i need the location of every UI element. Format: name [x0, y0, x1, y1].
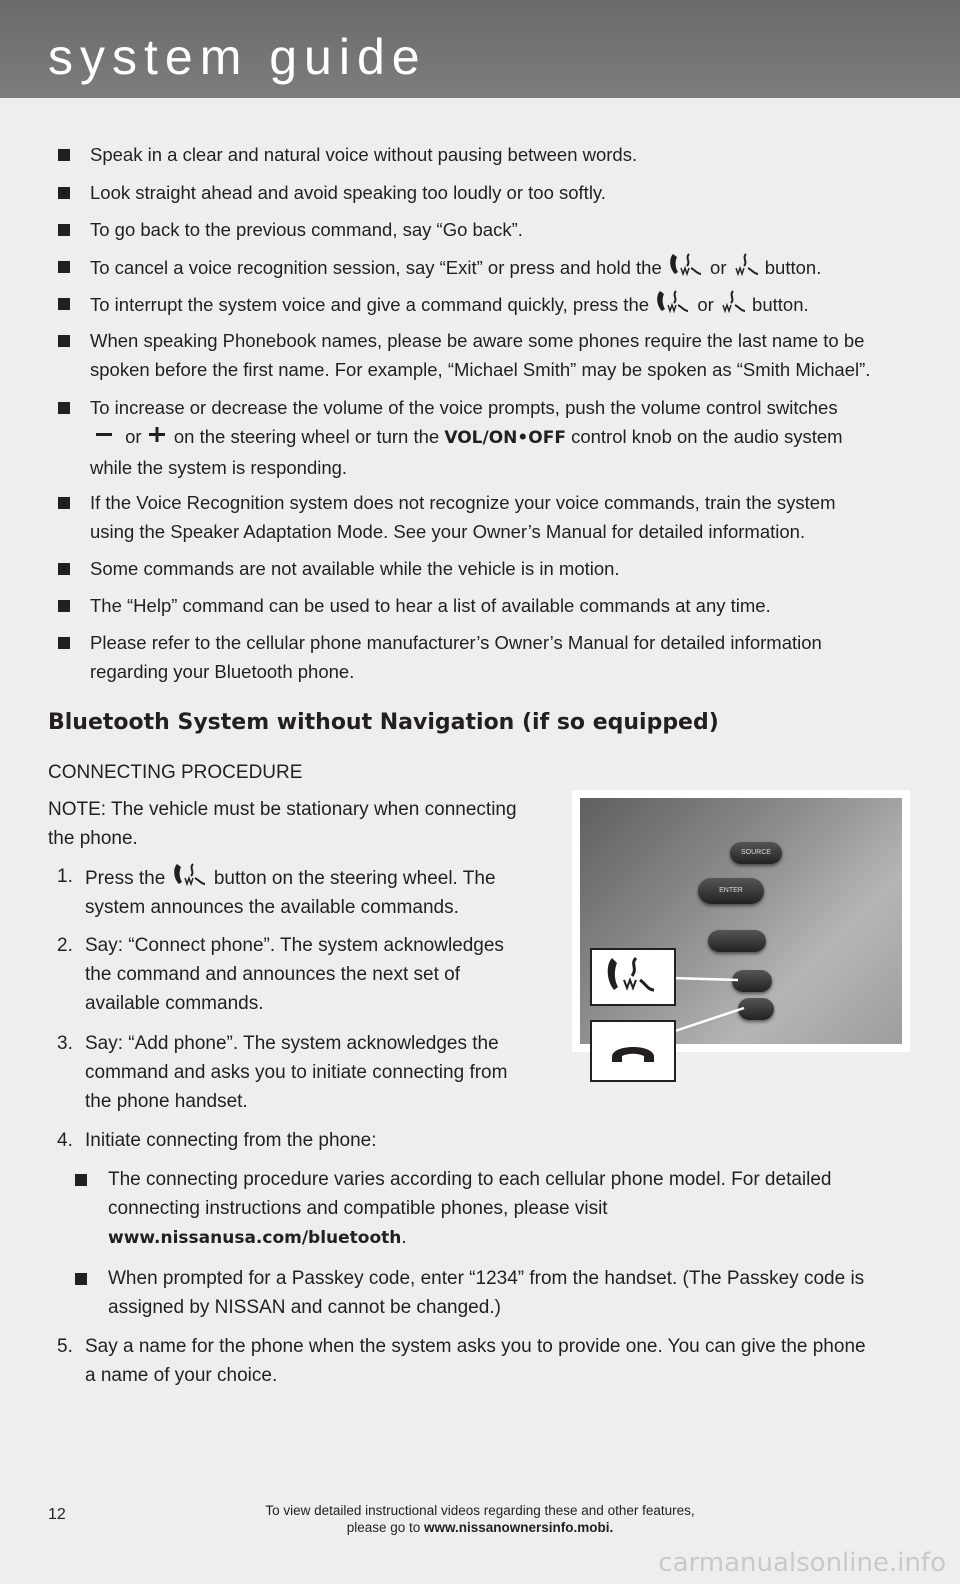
step-item: 3. Say: “Add phone”. The system acknowledges the command and asks you to initiate connecting from the phone handset.	[57, 1033, 508, 1112]
bullet-square	[58, 637, 70, 649]
owners-info-link[interactable]: www.nissanownersinfo.mobi.	[424, 1520, 614, 1535]
step-item: 2. Say: “Connect phone”. The system acknowledges the command and announces the next set of available commands.	[57, 935, 504, 1014]
list-item: Some commands are not available while the vehicle is in motion.	[90, 554, 920, 583]
list-item: The “Help” command can be used to hear a list of available commands at any time.	[90, 591, 920, 620]
talk-callout	[590, 948, 676, 1006]
phone-hangup-icon	[592, 1022, 674, 1080]
page-title: system guide	[48, 29, 427, 85]
voice-icon	[732, 252, 760, 278]
plus-icon	[147, 425, 169, 445]
bullet-square	[58, 563, 70, 575]
enter-button: ENTER	[698, 878, 764, 904]
bluetooth-link[interactable]: www.nissanusa.com/bluetooth	[108, 1228, 402, 1248]
subheading: CONNECTING PROCEDURE	[48, 762, 303, 783]
list-item: To increase or decrease the volume of the voice prompts, push the volume control switches or on the steering wheel or turn the VOL/ON•OFF control knob on the audio system while the system is responding.	[90, 393, 920, 482]
steering-wheel-photo	[572, 790, 910, 1052]
bullet-square	[58, 497, 70, 509]
step-item: 4. Initiate connecting from the phone:	[57, 1130, 377, 1151]
voice-icon	[719, 289, 747, 315]
bullet-square	[58, 224, 70, 236]
list-item: Look straight ahead and avoid speaking too loudly or too softly.	[90, 178, 920, 207]
step-item: 1. Press the button on the steering wheel. The system announces the available commands.	[85, 862, 496, 922]
bullet-square	[75, 1174, 87, 1186]
list-item: When speaking Phonebook names, please be aware some phones require the last name to be spoken before the first name. For example, “Michael Smith” may be spoken as “Smith Michael”.	[90, 326, 920, 384]
bullet-square	[58, 187, 70, 199]
voice-talk-icon	[654, 289, 692, 315]
step-item: 5. Say a name for the phone when the system asks you to provide one. You can give the phone a name of your choice.	[57, 1336, 866, 1386]
bullet-square	[58, 298, 70, 310]
bullet-square	[58, 335, 70, 347]
voice-talk-icon	[171, 862, 209, 888]
voice-talk-icon	[592, 950, 674, 1004]
list-item: Please refer to the cellular phone manufacturer’s Owner’s Manual for detailed information regarding your Bluetooth phone.	[90, 628, 920, 686]
minus-icon	[90, 425, 120, 445]
source-button: SOURCE	[730, 842, 782, 864]
bullet-square	[58, 149, 70, 161]
footer-note: To view detailed instructional videos regarding these and other features, please go to www.nissanownersinfo.mobi.	[265, 1503, 695, 1535]
list-item: Speak in a clear and natural voice without pausing between words.	[90, 140, 920, 169]
hangup-callout	[590, 1020, 676, 1082]
list-item: To cancel a voice recognition session, say “Exit” or press and hold the or button.	[90, 252, 920, 282]
bullet-square	[58, 600, 70, 612]
page-number: 12	[48, 1506, 66, 1523]
section-heading: Bluetooth System without Navigation (if so equipped)	[48, 710, 719, 735]
list-item: When prompted for a Passkey code, enter “1234” from the handset. (The Passkey code is assigned by NISSAN and cannot be changed.)	[108, 1264, 938, 1322]
list-item: The connecting procedure varies according to each cellular phone model. For detailed connecting instructions and compatible phones, please visit www.nissanusa.com/bluetooth.	[108, 1165, 938, 1253]
list-item: If the Voice Recognition system does not recognize your voice commands, train the system using the Speaker Adaptation Mode. See your Owner’s Manual for detailed information.	[90, 488, 920, 546]
page-header	[0, 0, 960, 98]
watermark: carmanualsonline.info	[658, 1548, 946, 1578]
voice-talk-icon	[667, 252, 705, 278]
bullet-square	[58, 402, 70, 414]
bullet-square	[58, 261, 70, 273]
list-item: To go back to the previous command, say “Go back”.	[90, 215, 920, 244]
list-item: To interrupt the system voice and give a command quickly, press the or button.	[90, 289, 920, 319]
bullet-square	[75, 1273, 87, 1285]
note: NOTE: The vehicle must be stationary when connecting the phone.	[48, 799, 517, 849]
